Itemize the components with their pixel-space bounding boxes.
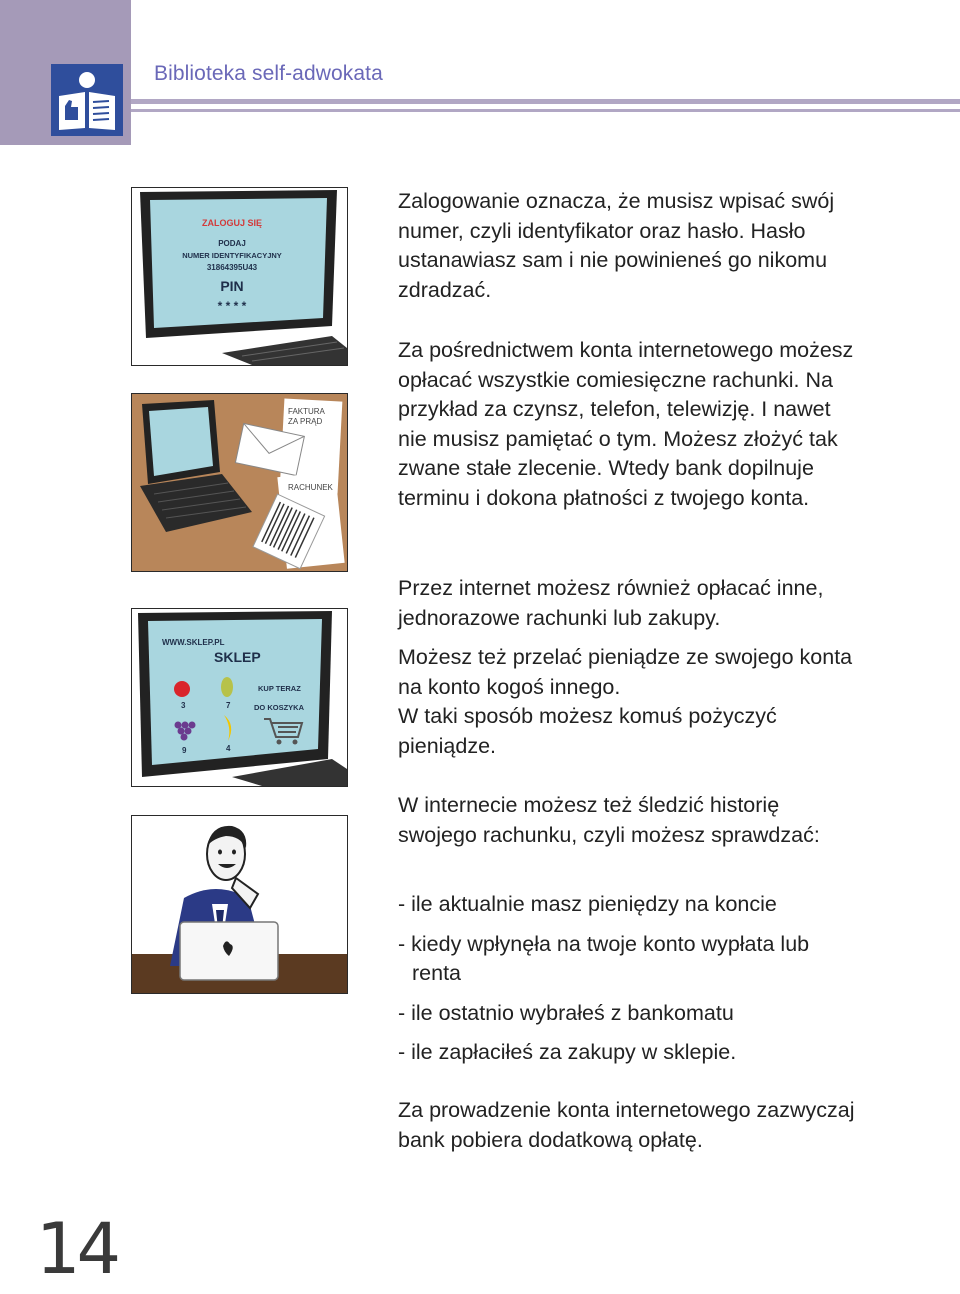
list-item: - kiedy wpłynęła na twoje konto wypłata lub renta — [398, 931, 810, 985]
list-item: - ile aktualnie masz pieniędzy na koncie — [398, 892, 777, 916]
qty-pear: 7 — [226, 701, 231, 710]
list-item: - ile ostatnio wybrałeś z bankomatu — [398, 1000, 734, 1025]
login-pin-label: PIN — [220, 278, 244, 294]
paragraph-fee: Za prowadzenie konta internetowego zazwyczaj bank pobiera dodatkową opłatę. — [398, 1098, 855, 1152]
content-column-2 — [398, 336, 858, 513]
login-title: ZALOGUJ SIĘ — [201, 218, 263, 228]
history-list — [398, 890, 858, 1068]
invoice-label-2: ZA PRĄD — [288, 417, 323, 426]
paragraph-transfer: Możesz też przelać pieniądze ze swojego konta na konto kogoś innego. — [398, 645, 853, 699]
list-item: - ile zapłaciłeś za zakupy w sklepie. — [398, 1040, 737, 1064]
receipt-label: RACHUNEK — [288, 483, 333, 492]
qty-apple: 3 — [181, 701, 186, 710]
easy-read-icon — [51, 64, 123, 136]
content-column-6 — [398, 1096, 858, 1155]
header-rule — [131, 99, 960, 104]
shop-title: SKLEP — [214, 649, 261, 665]
paragraph-standing-order: Za pośrednictwem konta internetowego możesz opłacać wszystkie comiesięczne rachunki. Na przykład za czynsz, telefon, telewizję. I nawet nie musisz pamiętać o tym. Możesz złożyć tak zwane stałe zlecenie. Wtedy bank dopilnuje terminu i dokona płatności z twojego konta. — [398, 338, 854, 510]
apple-icon — [174, 681, 190, 697]
shop-url: WWW.SKLEP.PL — [162, 638, 225, 647]
login-line1: PODAJ — [218, 239, 246, 248]
content-column-3 — [398, 574, 858, 633]
content-column-5 — [398, 791, 858, 850]
header-title: Biblioteka self-adwokata — [154, 62, 383, 85]
bills-illustration — [131, 393, 348, 572]
login-line2: NUMER IDENTYFIKACYJNY — [182, 251, 282, 260]
login-illustration — [131, 187, 348, 366]
paragraph-login: Zalogowanie oznacza, że musisz wpisać swój numer, czyli identyfikator oraz hasło. Hasło ustanawiasz sam i nie powinieneś go nikomu zdradzać. — [398, 189, 835, 302]
shop-illustration — [131, 608, 348, 787]
qty-grapes: 9 — [182, 746, 187, 755]
paragraph-lend: W taki sposób możesz komuś pożyczyć pieniądze. — [398, 704, 777, 758]
invoice-label-1: FAKTURA — [288, 407, 325, 416]
login-pin-mask: * * * * — [217, 299, 247, 313]
content-column — [398, 187, 858, 305]
paragraph-one-time-payments: Przez internet możesz również opłacać inne, jednorazowe rachunki lub zakupy. — [398, 576, 824, 630]
header-rule-thin — [131, 109, 960, 112]
login-number: 31864395U43 — [206, 263, 258, 272]
buy-label: KUP TERAZ — [258, 684, 301, 693]
cart-label: DO KOSZYKA — [254, 703, 305, 712]
man-at-laptop-illustration — [131, 815, 348, 994]
content-column-4 — [398, 643, 858, 761]
pear-icon — [221, 677, 233, 697]
qty-banana: 4 — [226, 744, 231, 753]
paragraph-history: W internecie możesz też śledzić historię swojego rachunku, czyli możesz sprawdzać: — [398, 793, 820, 847]
page-number: 14 — [36, 1208, 118, 1290]
